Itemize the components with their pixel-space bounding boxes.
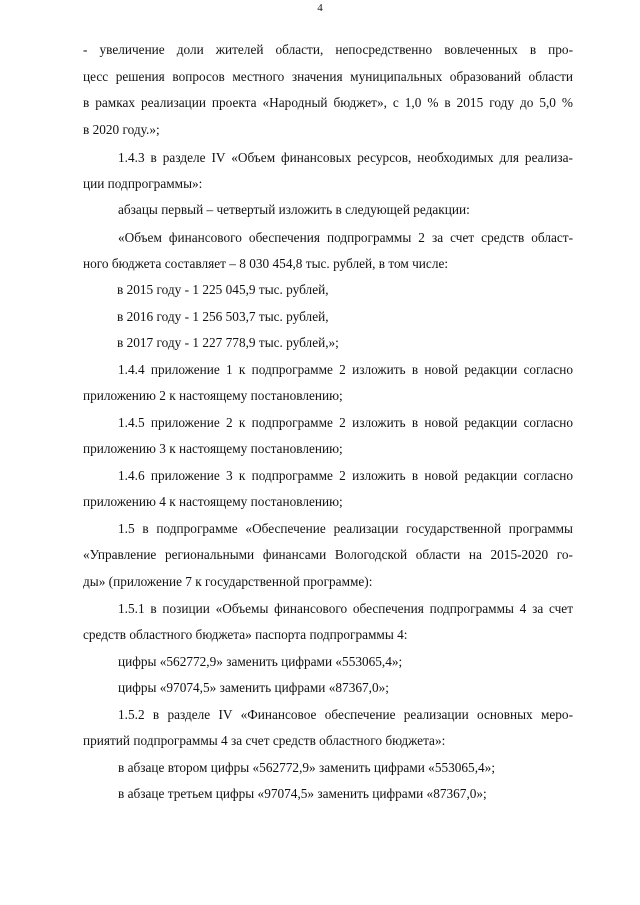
- text-line: ции подпрограммы»:: [83, 176, 203, 191]
- text-line: в рамках реализации проекта «Народный бюджет», с 1,0 % в 2015 году до 5,0 %: [83, 95, 573, 110]
- text-line: в абзаце втором цифры «562772,9» заменить цифрами «553065,4»;: [118, 760, 496, 775]
- text-line: 1.5.1 в позиции «Объемы финансового обеспечения подпрограммы 4 за счет: [118, 601, 573, 616]
- text-line: в 2020 году.»;: [83, 122, 160, 137]
- text-line: 1.4.5 приложение 2 к подпрограмме 2 изложить в новой редакции согласно: [118, 415, 573, 430]
- text-line: в 2017 году - 1 227 778,9 тыс. рублей,»;: [117, 335, 339, 350]
- text-line: ного бюджета составляет – 8 030 454,8 тыс. рублей, в том числе:: [83, 256, 449, 271]
- text-line: - увеличение доли жителей области, непосредственно вовлеченных в про-: [83, 42, 573, 57]
- text-line: приложению 2 к настоящему постановлению;: [83, 388, 343, 403]
- text-line: 1.4.3 в разделе IV «Объем финансовых ресурсов, необходимых для реализа-: [118, 150, 573, 165]
- text-line: приложению 4 к настоящему постановлению;: [83, 494, 343, 509]
- text-line: цесс решения вопросов местного значения муниципальных образований области: [83, 69, 573, 84]
- text-line: приятий подпрограммы 4 за счет средств областного бюджета»:: [83, 733, 446, 748]
- text-line: в абзаце третьем цифры «97074,5» заменить цифрами «87367,0»;: [118, 786, 487, 801]
- text-line: 1.4.4 приложение 1 к подпрограмме 2 изложить в новой редакции согласно: [118, 362, 573, 377]
- text-line: приложению 3 к настоящему постановлению;: [83, 441, 343, 456]
- text-line: в 2015 году - 1 225 045,9 тыс. рублей,: [117, 282, 329, 297]
- text-line: цифры «97074,5» заменить цифрами «87367,0»;: [118, 680, 389, 695]
- text-line: 1.5 в подпрограмме «Обеспечение реализации государственной программы: [118, 521, 573, 536]
- text-line: 1.5.2 в разделе IV «Финансовое обеспечение реализации основных меро-: [118, 707, 573, 722]
- text-line: ды» (приложение 7 к государственной программе):: [83, 574, 373, 589]
- page-number: 4: [317, 2, 323, 14]
- text-line: 1.4.6 приложение 3 к подпрограмме 2 изложить в новой редакции согласно: [118, 468, 573, 483]
- text-line: «Управление региональными финансами Вологодской области на 2015-2020 го-: [83, 547, 573, 562]
- text-line: в 2016 году - 1 256 503,7 тыс. рублей,: [117, 309, 329, 324]
- text-line: «Объем финансового обеспечения подпрограммы 2 за счет средств област-: [118, 230, 573, 245]
- text-line: средств областного бюджета» паспорта подпрограммы 4:: [83, 627, 408, 642]
- text-line: цифры «562772,9» заменить цифрами «553065,4»;: [118, 654, 403, 669]
- text-line: абзацы первый – четвертый изложить в следующей редакции:: [118, 202, 470, 217]
